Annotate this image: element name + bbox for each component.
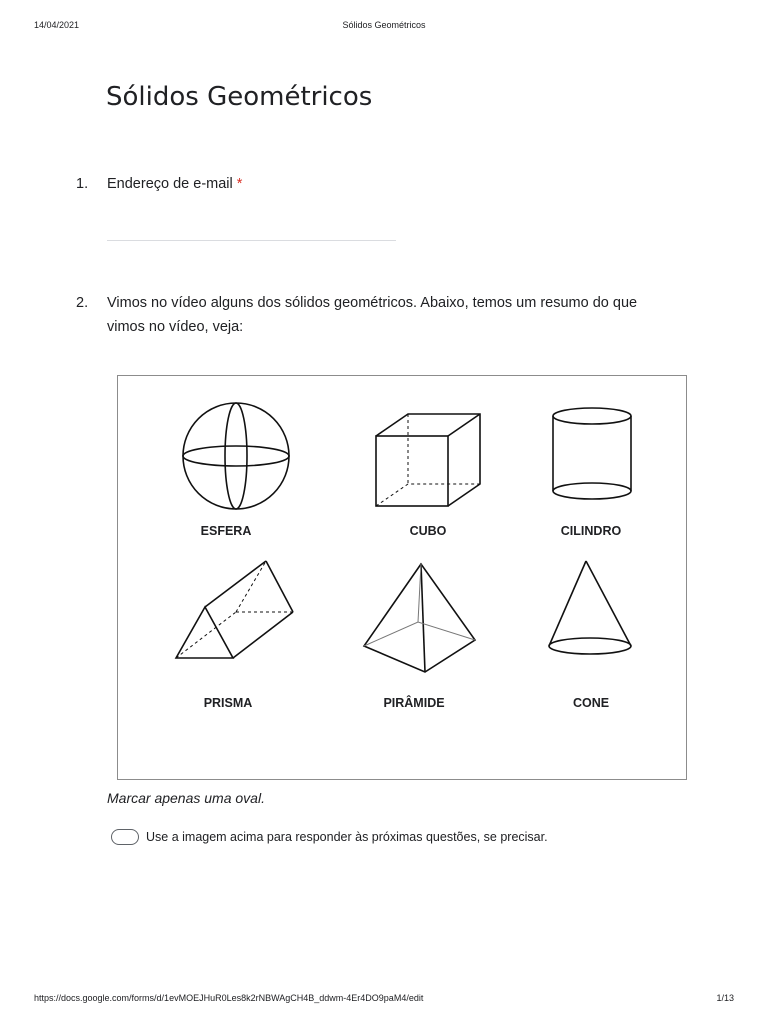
email-input[interactable] [107, 240, 396, 241]
solids-drawing [118, 376, 688, 781]
label-cone: CONE [572, 696, 610, 710]
print-date: 14/04/2021 [34, 20, 80, 30]
question-2-text [107, 291, 637, 339]
prism-shape [176, 561, 293, 658]
single-choice-hint: Marcar apenas uma oval. [107, 790, 265, 806]
print-url: https://docs.google.com/forms/d/1evMOEJHuR0Les8k2rNBWAgCH4B_ddwm-4Er4DO9paM4/edit [34, 993, 424, 1003]
question-2-number: 2. [76, 295, 89, 311]
label-prisma: PRISMA [203, 696, 253, 710]
question-2-line-2: vimos no vídeo, veja: [107, 319, 244, 335]
question-2-line-1: Vimos no vídeo alguns dos sólidos geométricos. Abaixo, temos um resumo do que [107, 295, 638, 311]
page-number: 1/13 [716, 993, 734, 1003]
question-1-number: 1. [76, 176, 89, 192]
label-piramide: PIRÂMIDE [383, 696, 445, 710]
question-1-label: Endereço de e-mail [107, 176, 233, 192]
label-cilindro: CILINDRO [560, 524, 622, 538]
pyramid-shape [364, 564, 475, 672]
label-cubo: CUBO [409, 524, 447, 538]
solids-figure [117, 375, 687, 780]
sphere-shape [183, 403, 289, 509]
required-mark: * [236, 176, 243, 192]
label-esfera: ESFERA [200, 524, 252, 538]
cone-shape [549, 561, 631, 654]
print-title: Sólidos Geométricos [342, 20, 426, 30]
form-title: Sólidos Geométricos [106, 82, 373, 112]
option-radio-oval[interactable] [111, 829, 139, 845]
cube-shape [376, 414, 480, 506]
question-1-text [107, 172, 242, 196]
option-label[interactable]: Use a imagem acima para responder às próximas questões, se precisar. [146, 830, 548, 844]
cylinder-shape [553, 408, 631, 499]
